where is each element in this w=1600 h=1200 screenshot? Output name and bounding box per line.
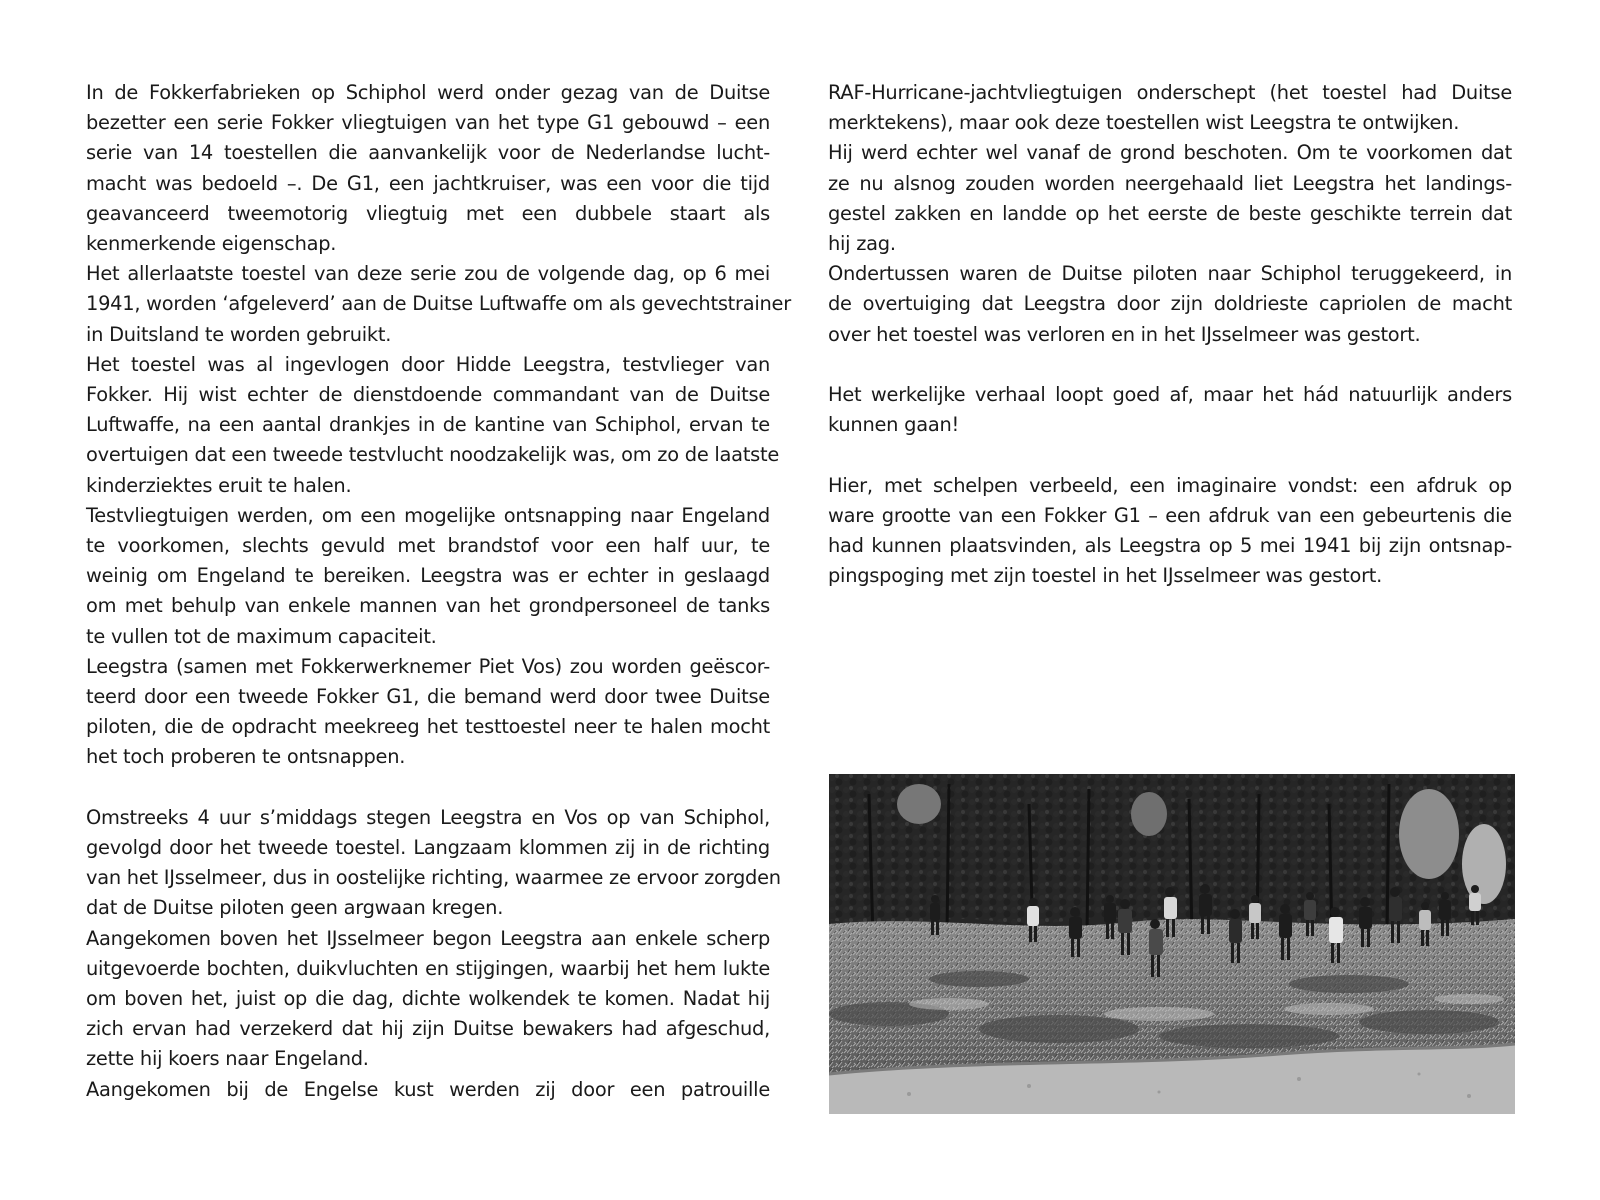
text-line: zich ervan had verzekerd dat hij zijn Duitse bewakers had afgeschud,: [86, 1017, 770, 1041]
text-line: overtuigen dat een tweede testvlucht noodzakelijk was, om zo de laatste: [86, 443, 780, 467]
text-line: Luftwaffe, na een aantal drankjes in de kantine van Schiphol, ervan te: [86, 413, 770, 437]
text-line: ware grootte van een Fokker G1 – een afdruk van een gebeurtenis die: [828, 503, 1512, 527]
text-line: Ondertussen waren de Duitse piloten naar Schiphol teruggekeerd, in: [828, 262, 1512, 286]
left-text-column: [86, 78, 791, 1105]
text-line: dat de Duitse piloten geen argwaan kregen.: [86, 896, 504, 920]
text-line: RAF-Hurricane-jachtvliegtuigen onderschept (het toestel had Duitse: [828, 81, 1512, 104]
paragraph-gap: [86, 773, 770, 803]
paragraph: [86, 350, 780, 501]
text-line: weinig om Engeland te bereiken. Leegstra was er echter in geslaagd: [86, 564, 770, 588]
text-line: In de Fokkerfabrieken op Schiphol werd onder gezag van de Duitse: [86, 81, 770, 104]
paragraph: [86, 78, 770, 259]
text-line: macht was bedoeld –. De G1, een jachtkruiser, was een voor die tijd: [86, 171, 770, 195]
paragraph: [828, 138, 1512, 259]
text-line: geavanceerd tweemotorig vliegtuig met een dubbele staart als: [86, 201, 770, 225]
paragraph: [828, 471, 1512, 592]
text-line: in Duitsland te worden gebruikt.: [86, 322, 392, 346]
paragraph-gap: [828, 350, 1512, 380]
text-line: serie van 14 toestellen die aanvankelijk voor de Nederlandse lucht-: [86, 141, 770, 165]
text-line: hij zag.: [828, 232, 896, 256]
text-line: te voorkomen, slechts gevuld met brandstof voor een half uur, te: [86, 534, 770, 558]
text-line: piloten, die de opdracht meekreeg het testtoestel neer te halen mocht: [86, 715, 770, 739]
text-line: gestel zakken en landde op het eerste de beste geschikte terrein dat: [828, 201, 1512, 225]
paragraph: [86, 259, 791, 350]
paragraph: [86, 501, 770, 652]
paragraph-gap: [828, 440, 1512, 470]
text-line: Hij werd echter wel vanaf de grond beschoten. Om te voorkomen dat: [828, 141, 1512, 165]
text-line: teerd door een tweede Fokker G1, die bemand werd door twee Duitse: [86, 685, 770, 709]
paragraph: [828, 78, 1512, 138]
text-line: had kunnen plaatsvinden, als Leegstra op 5 mei 1941 bij zijn ontsnap-: [828, 534, 1512, 558]
text-line: Aangekomen bij de Engelse kust werden zij door een patrouille: [86, 1077, 770, 1101]
paragraph: [828, 259, 1512, 350]
text-line: merktekens), maar ook deze toestellen wist Leegstra te ontwijken.: [828, 111, 1460, 135]
paragraph: [86, 924, 770, 1075]
text-line: om met behulp van enkele mannen van het grondpersoneel de tanks: [86, 594, 770, 618]
text-line: Fokker. Hij wist echter de dienstdoende commandant van de Duitse: [86, 383, 770, 407]
photo-people-in-field-icon: [829, 774, 1515, 1114]
text-line: Het toestel was al ingevlogen door Hidde Leegstra, testvlieger van: [86, 352, 770, 376]
text-line: Het werkelijke verhaal loopt goed af, maar het hád natuurlijk anders: [828, 383, 1512, 407]
text-line: Het allerlaatste toestel van deze serie zou de volgende dag, op 6 mei: [86, 262, 770, 286]
text-line: Omstreeks 4 uur s’middags stegen Leegstra en Vos op van Schiphol,: [86, 805, 770, 829]
photo-people-in-field: [829, 774, 1515, 1114]
text-line: van het IJsselmeer, dus in oostelijke richting, waarmee ze ervoor zorgden: [86, 866, 781, 890]
text-line: bezetter een serie Fokker vliegtuigen van het type G1 gebouwd – een: [86, 111, 770, 135]
text-line: zette hij koers naar Engeland.: [86, 1047, 369, 1071]
text-line: ze nu alsnog zouden worden neergehaald liet Leegstra het landings-: [828, 171, 1512, 195]
text-line: om boven het, juist op die dag, dichte wolkendek te komen. Nadat hij: [86, 987, 770, 1011]
text-line: de overtuiging dat Leegstra door zijn doldrieste capriolen de macht: [828, 292, 1512, 316]
text-line: gevolgd door het tweede toestel. Langzaam klommen zij in de richting: [86, 836, 770, 860]
text-line: uitgevoerde bochten, duikvluchten en stijgingen, waarbij het hem lukte: [86, 956, 770, 980]
text-line: kenmerkende eigenschap.: [86, 232, 337, 256]
right-text-column: [828, 78, 1512, 591]
text-line: kunnen gaan!: [828, 413, 960, 437]
text-line: pingspoging met zijn toestel in het IJsselmeer was gestort.: [828, 564, 1383, 588]
paragraph: [86, 652, 770, 773]
paragraph: [86, 1075, 770, 1105]
text-line: Testvliegtuigen werden, om een mogelijke ontsnapping naar Engeland: [86, 503, 770, 527]
paragraph: [828, 380, 1512, 440]
text-line: Aangekomen boven het IJsselmeer begon Leegstra aan enkele scherp: [86, 926, 770, 950]
text-line: over het toestel was verloren en in het IJsselmeer was gestort.: [828, 322, 1421, 346]
text-line: 1941, worden ‘afgeleverd’ aan de Duitse Luftwaffe om als gevechtstrainer: [86, 292, 791, 316]
text-line: kinderziektes eruit te halen.: [86, 473, 352, 497]
text-line: Leegstra (samen met Fokkerwerknemer Piet Vos) zou worden geëscor-: [86, 654, 770, 678]
text-line: het toch proberen te ontsnappen.: [86, 745, 406, 769]
text-line: te vullen tot de maximum capaciteit.: [86, 624, 437, 648]
text-line: Hier, met schelpen verbeeld, een imaginaire vondst: een afdruk op: [828, 473, 1512, 497]
paragraph: [86, 803, 781, 924]
